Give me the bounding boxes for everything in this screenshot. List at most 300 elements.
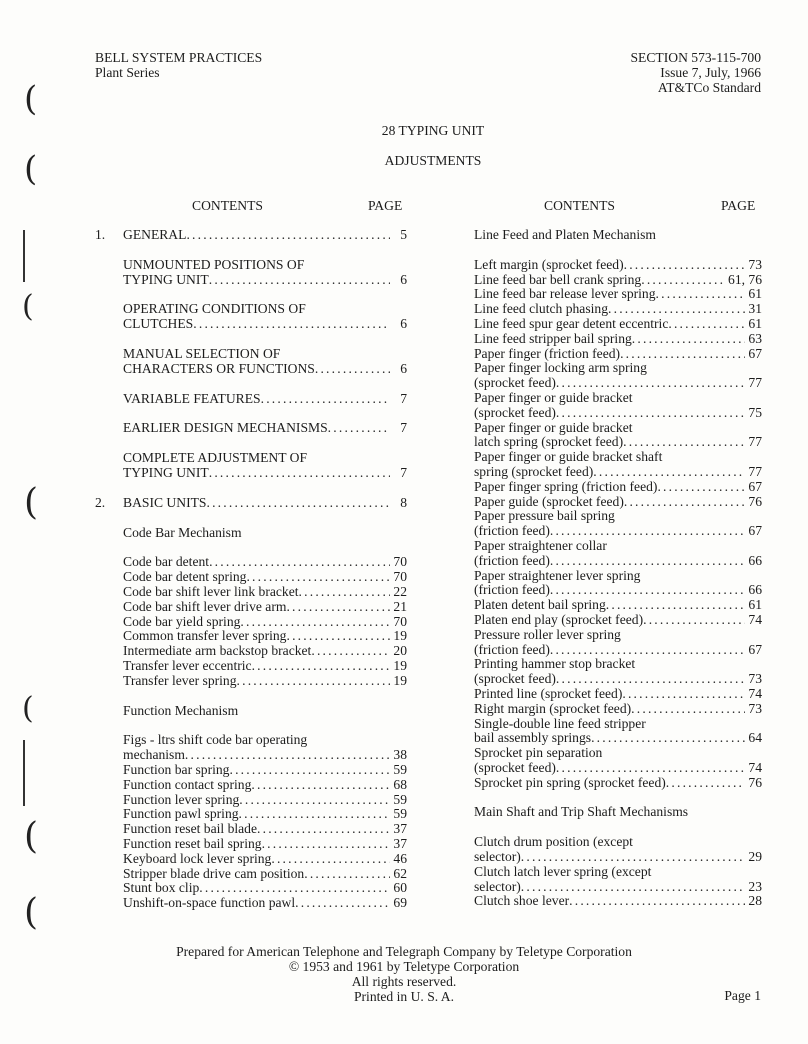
toc-entry-line1 — [474, 509, 762, 524]
leader-dots — [239, 793, 390, 808]
entry-page: 28 — [748, 893, 762, 909]
leader-dots — [556, 406, 745, 421]
left-paren-mark: ( — [24, 79, 38, 119]
entry-page: 6 — [400, 316, 407, 332]
entry-label: Function reset bail blade — [123, 821, 258, 837]
toc-entry[interactable] — [474, 702, 762, 717]
toc-entry-line1 — [95, 302, 407, 317]
entry-label: Clutch drum position (except — [474, 834, 633, 850]
entry-label: Clutch shoe lever — [474, 893, 570, 909]
toc-entry[interactable] — [474, 880, 762, 895]
toc-entry-line1 — [474, 865, 762, 880]
footer-prepared: Prepared for American Telephone and Telegraph Company by Teletype Corporation — [176, 944, 632, 959]
leader-dots — [550, 554, 745, 569]
entry-label: Printing hammer stop bracket — [474, 656, 636, 672]
entry-page: 70 — [393, 554, 407, 570]
entry-page: 20 — [393, 643, 407, 659]
entry-page: 19 — [393, 657, 407, 673]
section-number: 1. — [95, 227, 106, 242]
entry-page: 60 — [393, 880, 407, 896]
entry-label: BASIC UNITS — [123, 494, 207, 510]
leader-dots — [657, 480, 745, 495]
toc-entry[interactable] — [95, 615, 407, 630]
entry-label: Printed line (sprocket feed) — [474, 685, 623, 701]
right-contents-column — [474, 228, 762, 909]
toc-entry[interactable] — [95, 585, 407, 600]
toc-entry[interactable] — [95, 228, 407, 243]
entry-label: (friction feed) — [474, 582, 550, 598]
leader-dots — [209, 273, 390, 288]
entry-label: (sprocket feed) — [474, 404, 556, 420]
leader-dots — [193, 317, 390, 332]
entry-label: Transfer lever spring — [123, 672, 237, 688]
leader-dots — [631, 702, 745, 717]
entry-page: 29 — [748, 849, 762, 865]
header-left — [95, 50, 262, 80]
document-title: 28 TYPING UNIT — [381, 123, 485, 138]
entry-page: 74 — [748, 759, 762, 775]
entry-label: Line feed stripper bail spring — [474, 330, 632, 346]
entry-page: 62 — [393, 865, 407, 881]
line-feed-list — [474, 258, 762, 791]
entry-page: 37 — [393, 821, 407, 837]
toc-entry-line1 — [474, 657, 762, 672]
entry-page: 66 — [748, 582, 762, 598]
entry-label: Sprocket pin spring (sprocket feed) — [474, 774, 666, 790]
leader-dots — [624, 258, 745, 273]
toc-entry[interactable] — [95, 629, 407, 644]
entry-page: 61 — [748, 597, 762, 613]
entry-label: Line feed clutch phasing — [474, 301, 608, 317]
entry-label: Keyboard lock lever spring — [123, 850, 272, 866]
entry-page: 67 — [748, 478, 762, 494]
toc-entry[interactable] — [474, 495, 762, 510]
subsection-heading: Line Feed and Platen Mechanism — [474, 227, 656, 242]
entry-label: Common transfer lever spring — [123, 628, 287, 644]
toc-entry-line1 — [474, 835, 762, 850]
right-contents-heading: CONTENTS — [544, 198, 615, 213]
leader-dots — [620, 347, 745, 362]
entry-page: 59 — [393, 791, 407, 807]
leader-dots — [295, 896, 390, 911]
toc-entry[interactable] — [474, 302, 762, 317]
toc-entry[interactable] — [474, 435, 762, 450]
entry-page: 38 — [393, 747, 407, 763]
toc-entry[interactable] — [474, 347, 762, 362]
leader-dots — [252, 659, 390, 674]
entry-page: 74 — [748, 611, 762, 627]
toc-entry[interactable] — [95, 748, 407, 763]
leader-dots — [311, 644, 390, 659]
header-standard: AT&TCo Standard — [657, 80, 761, 95]
toc-entry[interactable] — [474, 687, 762, 702]
entry-page: 67 — [748, 523, 762, 539]
entry-page: 5 — [400, 227, 407, 242]
footer — [0, 944, 808, 1004]
right-page-heading: PAGE — [721, 198, 756, 213]
entry-label: latch spring (sprocket feed) — [474, 434, 624, 450]
toc-entry-line1 — [474, 539, 762, 554]
entry-label: (friction feed) — [474, 552, 550, 568]
entry-page: 70 — [393, 613, 407, 629]
footer-copyright: © 1953 and 1961 by Teletype Corporation — [288, 959, 520, 974]
leader-dots — [606, 598, 745, 613]
entry-label: Single-double line feed stripper — [474, 715, 646, 731]
toc-entry[interactable] — [474, 524, 762, 539]
toc-entry[interactable] — [474, 287, 762, 302]
entry-label: Platen end play (sprocket feed) — [474, 611, 644, 627]
leader-dots — [591, 731, 745, 746]
entry-label: Platen detent bail spring — [474, 597, 606, 613]
margin-bar — [23, 230, 25, 282]
function-list — [95, 763, 407, 911]
toc-entry[interactable] — [474, 273, 762, 288]
entry-page: 74 — [748, 685, 762, 701]
toc-entry-line1 — [474, 450, 762, 465]
entry-page: 37 — [393, 835, 407, 851]
entry-page: 19 — [393, 672, 407, 688]
leader-dots — [262, 837, 390, 852]
entry-label: selector) — [474, 878, 521, 894]
entry-label: Transfer lever eccentric — [123, 657, 252, 673]
entry-page: 31 — [748, 301, 762, 317]
entry-page: 6 — [400, 271, 407, 287]
toc-entry[interactable] — [95, 317, 407, 332]
leader-dots — [608, 302, 745, 317]
toc-entry[interactable] — [474, 731, 762, 746]
entry-label: (sprocket feed) — [474, 375, 556, 391]
toc-entry-line1 — [474, 628, 762, 643]
toc-entry-line1 — [474, 717, 762, 732]
entry-label: TYPING UNIT — [123, 271, 209, 287]
leader-dots — [315, 362, 390, 377]
leader-dots — [229, 763, 390, 778]
entry-label: Code bar detent spring — [123, 569, 247, 585]
leader-dots — [666, 776, 745, 791]
entry-page: 46 — [393, 850, 407, 866]
leader-dots — [521, 880, 745, 895]
leader-dots — [186, 228, 390, 243]
entry-label: COMPLETE ADJUSTMENT OF — [123, 450, 308, 466]
toc-entry[interactable] — [474, 317, 762, 332]
left-contents-heading: CONTENTS — [192, 198, 263, 213]
subsection-heading: Function Mechanism — [123, 702, 239, 718]
toc-entry[interactable] — [474, 776, 762, 791]
entry-label: (sprocket feed) — [474, 759, 556, 775]
left-paren-mark: ( — [22, 289, 34, 324]
entry-label: (friction feed) — [474, 523, 550, 539]
entry-page: 64 — [748, 730, 762, 746]
entry-label: Function lever spring — [123, 791, 240, 807]
leader-dots — [206, 496, 390, 511]
entry-label: Paper finger locking arm spring — [474, 360, 647, 376]
toc-entry[interactable] — [474, 583, 762, 598]
leader-dots — [521, 850, 745, 865]
entry-label: Stripper blade drive cam position — [123, 865, 305, 881]
toc-entry[interactable] — [474, 554, 762, 569]
entry-page: 61 — [748, 286, 762, 302]
toc-entry[interactable] — [95, 392, 407, 407]
document-subtitle: ADJUSTMENTS — [384, 153, 482, 168]
toc-entry[interactable] — [474, 761, 762, 776]
entry-label: VARIABLE FEATURES — [123, 390, 261, 406]
toc-entry-line1 — [474, 391, 762, 406]
toc-entry[interactable] — [474, 672, 762, 687]
entry-label: Code bar shift lever link bracket — [123, 583, 299, 599]
entry-page: 21 — [393, 598, 407, 614]
left-paren-mark: ( — [24, 149, 38, 189]
entry-label: Line feed spur gear detent eccentric — [474, 315, 669, 331]
entry-page: 7 — [400, 420, 407, 436]
entry-label: spring (sprocket feed) — [474, 463, 594, 479]
entry-page: 77 — [748, 434, 762, 450]
header-issue: Issue 7, July, 1966 — [660, 65, 761, 80]
header-series: Plant Series — [95, 65, 160, 80]
left-paren-mark: ( — [24, 482, 39, 523]
leader-dots — [185, 748, 390, 763]
toc-entry[interactable] — [474, 598, 762, 613]
left-contents-column — [95, 228, 407, 911]
subsection-heading: Code Bar Mechanism — [123, 524, 242, 540]
entry-label: CLUTCHES — [123, 316, 194, 332]
leader-dots — [550, 583, 745, 598]
entry-label: GENERAL — [123, 227, 187, 242]
toc-entry[interactable] — [95, 778, 407, 793]
toc-entry[interactable] — [95, 896, 407, 911]
leader-dots — [622, 687, 745, 702]
margin-bar — [23, 740, 25, 806]
toc-entry[interactable] — [95, 362, 407, 377]
entry-label: EARLIER DESIGN MECHANISMS — [123, 420, 328, 436]
header-right — [630, 50, 761, 95]
entry-label: OPERATING CONDITIONS OF — [123, 301, 306, 317]
main-shaft-list — [474, 835, 762, 909]
entry-page: 61, 76 — [728, 271, 762, 287]
entry-page: 67 — [748, 641, 762, 657]
entry-label: (friction feed) — [474, 641, 550, 657]
toc-entry[interactable] — [95, 793, 407, 808]
leader-dots — [209, 555, 390, 570]
entry-label: Clutch latch lever spring (except — [474, 863, 652, 879]
entry-label: selector) — [474, 849, 521, 865]
toc-entry-line1 — [95, 258, 407, 273]
toc-entry[interactable] — [95, 807, 407, 822]
leader-dots — [240, 615, 390, 630]
toc-entry[interactable] — [474, 480, 762, 495]
entry-page: 7 — [400, 464, 407, 480]
toc-entry[interactable] — [95, 600, 407, 615]
entry-page: 69 — [393, 895, 407, 911]
leader-dots — [237, 674, 390, 689]
toc-entry[interactable] — [474, 258, 762, 273]
entry-page: 76 — [748, 774, 762, 790]
leader-dots — [624, 495, 745, 510]
entry-page: 68 — [393, 776, 407, 792]
toc-entry-line1 — [474, 361, 762, 376]
toc-entry-line1 — [95, 347, 407, 362]
entry-page: 73 — [748, 671, 762, 687]
code-bar-list — [95, 555, 407, 688]
entry-label: MANUAL SELECTION OF — [123, 345, 281, 361]
leader-dots — [257, 822, 390, 837]
entry-label: CHARACTERS OR FUNCTIONS — [123, 360, 315, 376]
left-paren-mark: ( — [24, 892, 39, 933]
leader-dots — [656, 287, 745, 302]
entry-page: 75 — [748, 404, 762, 420]
toc-entry[interactable] — [474, 613, 762, 628]
toc-entry[interactable] — [95, 644, 407, 659]
entry-label: Function reset bail spring — [123, 835, 262, 851]
entry-page: 59 — [393, 806, 407, 822]
toc-entry-line1 — [474, 746, 762, 761]
entry-label: Paper finger or guide bracket — [474, 389, 633, 405]
entry-label: Paper straightener lever spring — [474, 567, 641, 583]
entry-label: Paper guide (sprocket feed) — [474, 493, 624, 509]
entry-label: Paper pressure bail spring — [474, 508, 615, 524]
entry-label: bail assembly springs — [474, 730, 592, 746]
entry-page: 61 — [748, 315, 762, 331]
entry-label: Paper finger or guide bracket shaft — [474, 449, 663, 465]
leader-dots — [641, 273, 725, 288]
left-paren-mark: ( — [24, 816, 39, 857]
leader-dots — [632, 332, 745, 347]
leader-dots — [271, 852, 390, 867]
toc-entry[interactable] — [95, 837, 407, 852]
leader-dots — [556, 376, 745, 391]
entry-label: Paper finger spring (friction feed) — [474, 478, 658, 494]
leader-dots — [199, 881, 390, 896]
leader-dots — [623, 435, 745, 450]
leader-dots — [246, 570, 390, 585]
toc-entry-line1 — [95, 733, 407, 748]
entry-label: Paper finger (friction feed) — [474, 345, 621, 361]
entry-page: 8 — [400, 494, 407, 510]
entry-label: UNMOUNTED POSITIONS OF — [123, 256, 305, 272]
leader-dots — [286, 629, 390, 644]
leader-dots — [328, 421, 390, 436]
leader-dots — [261, 392, 390, 407]
entry-page: 22 — [393, 583, 407, 599]
leader-dots — [550, 643, 745, 658]
toc-entry[interactable] — [474, 643, 762, 658]
toc-entry-line1 — [474, 421, 762, 436]
entry-label: Line feed bar release lever spring — [474, 286, 656, 302]
entry-label: Function bar spring — [123, 761, 230, 777]
entry-label: Intermediate arm backstop bracket — [123, 643, 312, 659]
leader-dots — [556, 672, 745, 687]
toc-entry[interactable] — [95, 496, 407, 511]
leader-dots — [239, 807, 390, 822]
entry-label: Right margin (sprocket feed) — [474, 700, 632, 716]
entry-label: Line feed bar bell crank spring — [474, 271, 642, 287]
toc-entry-line1 — [474, 569, 762, 584]
leader-dots — [304, 867, 390, 882]
entry-label: Figs - ltrs shift code bar operating — [123, 732, 308, 748]
toc-entry[interactable] — [95, 852, 407, 867]
toc-entry[interactable] — [95, 763, 407, 778]
entry-label: Left margin (sprocket feed) — [474, 256, 624, 272]
toc-entry[interactable] — [95, 273, 407, 288]
entry-label: Stunt box clip — [123, 880, 200, 896]
entry-page: 77 — [748, 375, 762, 391]
subsection-heading: Main Shaft and Trip Shaft Mechanisms — [474, 804, 689, 820]
leader-dots — [556, 761, 745, 776]
entry-page: 6 — [400, 360, 407, 376]
entry-page: 67 — [748, 345, 762, 361]
entry-page: 59 — [393, 761, 407, 777]
entry-label: Paper straightener collar — [474, 537, 607, 553]
leader-dots — [550, 524, 745, 539]
entry-label: Pressure roller lever spring — [474, 626, 621, 642]
toc-entry[interactable] — [474, 894, 762, 909]
toc-entry[interactable] — [95, 822, 407, 837]
header-section: SECTION 573-115-700 — [630, 50, 761, 65]
leader-dots — [668, 317, 745, 332]
toc-entry[interactable] — [95, 570, 407, 585]
entry-label: Function pawl spring — [123, 806, 239, 822]
entry-page: 7 — [400, 390, 407, 406]
entry-page: 63 — [748, 330, 762, 346]
entry-page: 66 — [748, 552, 762, 568]
left-paren-mark: ( — [22, 691, 34, 726]
toc-entry[interactable] — [95, 466, 407, 481]
leader-dots — [593, 465, 745, 480]
entry-label: Unshift-on-space function pawl — [123, 895, 296, 911]
leader-dots — [286, 600, 390, 615]
entry-page: 23 — [748, 878, 762, 894]
toc-entry[interactable] — [95, 881, 407, 896]
leader-dots — [569, 894, 745, 909]
entry-page: 19 — [393, 628, 407, 644]
page-number: Page 1 — [724, 988, 761, 1003]
entry-label: Sprocket pin separation — [474, 745, 603, 761]
leader-dots — [299, 585, 390, 600]
entry-page: 73 — [748, 700, 762, 716]
toc-entry-line1 — [95, 451, 407, 466]
leader-dots — [643, 613, 745, 628]
toc-entry[interactable] — [95, 674, 407, 689]
toc-entry[interactable] — [474, 332, 762, 347]
entry-label: mechanism — [123, 747, 185, 763]
leader-dots — [251, 778, 390, 793]
toc-entry[interactable] — [474, 850, 762, 865]
toc-entry[interactable] — [474, 465, 762, 480]
toc-entry[interactable] — [474, 406, 762, 421]
entry-label: Paper finger or guide bracket — [474, 419, 633, 435]
leader-dots — [209, 466, 390, 481]
entry-label: Function contact spring — [123, 776, 252, 792]
entry-page: 76 — [748, 493, 762, 509]
entry-page: 70 — [393, 569, 407, 585]
entry-label: Code bar yield spring — [123, 613, 241, 629]
toc-entry[interactable] — [95, 555, 407, 570]
left-page-heading: PAGE — [368, 198, 403, 213]
entry-label: (sprocket feed) — [474, 671, 556, 687]
entry-label: Code bar detent — [123, 554, 210, 570]
header-practice: BELL SYSTEM PRACTICES — [95, 50, 263, 65]
entry-label: Code bar shift lever drive arm — [123, 598, 287, 614]
entry-label: TYPING UNIT — [123, 464, 209, 480]
footer-printed: Printed in U. S. A. — [353, 989, 455, 1004]
footer-rights: All rights reserved. — [351, 974, 457, 989]
entry-page: 73 — [748, 256, 762, 272]
toc-entry[interactable] — [95, 867, 407, 882]
toc-entry[interactable] — [474, 376, 762, 391]
toc-entry[interactable] — [95, 659, 407, 674]
entry-page: 77 — [748, 463, 762, 479]
section-number: 2. — [95, 494, 106, 510]
toc-entry[interactable] — [95, 421, 407, 436]
